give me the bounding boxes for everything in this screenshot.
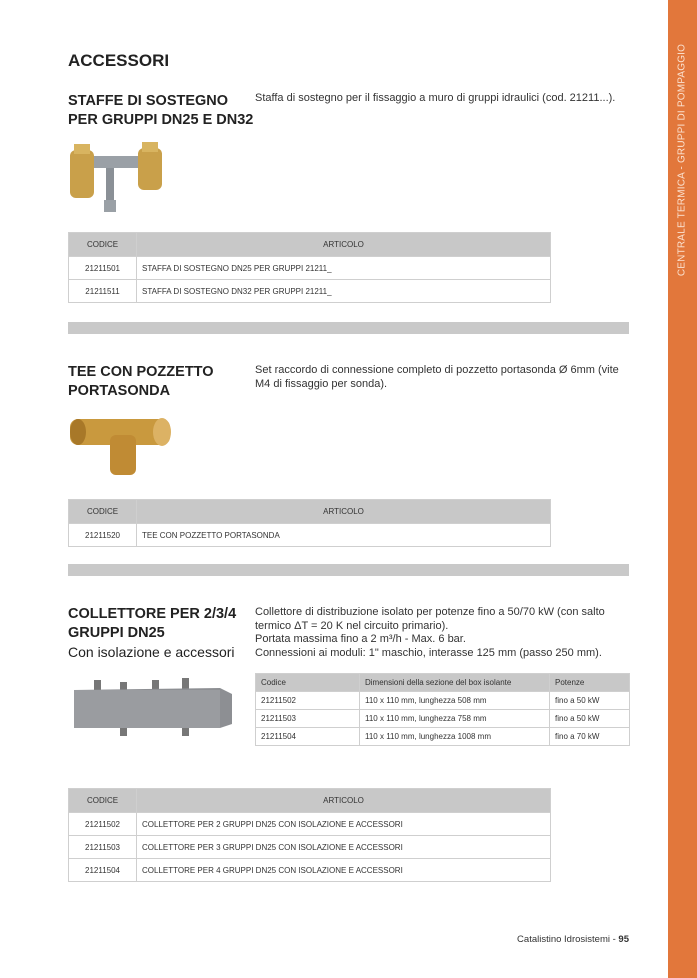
cell-code: 21211504 — [256, 728, 360, 746]
col-header-codice: CODICE — [69, 233, 137, 257]
section-divider — [68, 564, 629, 576]
cell-article: STAFFA DI SOSTEGNO DN32 PER GRUPPI 21211_ — [137, 280, 551, 303]
col-header-codice: CODICE — [69, 500, 137, 524]
footer-catalog-name: Catalistino Idrosistemi - — [517, 934, 619, 945]
page-title: ACCESSORI — [68, 51, 170, 70]
cell-dimensions: 110 x 110 mm, lunghezza 1008 mm — [360, 728, 550, 746]
title-line: STAFFE DI SOSTEGNO — [68, 93, 229, 109]
cell-article: COLLETTORE PER 2 GRUPPI DN25 CON ISOLAZIONE E ACCESSORI — [137, 813, 551, 836]
spec-table-collettore — [255, 673, 630, 746]
col-header-articolo: ARTICOLO — [137, 789, 551, 813]
sidebar-label: CENTRALE TERMICA - GRUPPI DI POMPAGGIO — [676, 43, 688, 277]
col-header-codice: Codice — [256, 674, 360, 692]
title-line: PORTASONDA — [68, 383, 171, 399]
table-row — [69, 836, 551, 859]
title-line: TEE CON POZZETTO — [68, 364, 214, 380]
table-row — [69, 524, 551, 547]
section-title-tee — [68, 363, 214, 401]
col-header-dimensioni: Dimensioni della sezione del box isolante — [360, 674, 550, 692]
col-header-codice: CODICE — [69, 789, 137, 813]
cell-power: fino a 50 kW — [550, 710, 630, 728]
cell-code: 21211503 — [256, 710, 360, 728]
table-row — [69, 813, 551, 836]
cell-power: fino a 50 kW — [550, 692, 630, 710]
manifold-product-image — [70, 678, 240, 740]
bracket-product-image — [68, 140, 178, 215]
cell-code: 21211520 — [69, 524, 137, 547]
description-line: Portata massima fino a 2 m³/h - Max. 6 bar. — [255, 633, 466, 645]
cell-code: 21211502 — [256, 692, 360, 710]
table-row — [256, 728, 630, 746]
section-divider — [68, 322, 629, 334]
section-title-staffe — [68, 92, 253, 130]
description-line: Collettore di distribuzione isolato per potenze fino a 50/70 kW (con salto termico ΔT = 20 K nel circuito primario). — [255, 606, 605, 632]
col-header-articolo: ARTICOLO — [137, 500, 551, 524]
page-footer — [517, 934, 629, 945]
cell-code: 21211503 — [69, 836, 137, 859]
cell-code: 21211501 — [69, 257, 137, 280]
section-title-collettore — [68, 605, 236, 662]
section-subtitle: Con isolazione e accessori — [68, 644, 235, 660]
section-description: Staffa di sostegno per il fissaggio a muro di gruppi idraulici (cod. 21211...). — [255, 92, 616, 104]
title-line: PER GRUPPI DN25 E DN32 — [68, 112, 254, 128]
cell-power: fino a 70 kW — [550, 728, 630, 746]
section-description — [255, 606, 630, 660]
table-row — [69, 257, 551, 280]
cell-code: 21211504 — [69, 859, 137, 882]
cell-dimensions: 110 x 110 mm, lunghezza 758 mm — [360, 710, 550, 728]
col-header-articolo: ARTICOLO — [137, 233, 551, 257]
description-line: Connessioni ai moduli: 1" maschio, interasse 125 mm (passo 250 mm). — [255, 646, 602, 659]
cell-article: COLLETTORE PER 4 GRUPPI DN25 CON ISOLAZIONE E ACCESSORI — [137, 859, 551, 882]
table-row — [256, 692, 630, 710]
table-row — [69, 280, 551, 303]
table-row — [256, 710, 630, 728]
cell-article: TEE CON POZZETTO PORTASONDA — [137, 524, 551, 547]
articles-table-tee — [68, 499, 551, 547]
section-sidebar — [668, 0, 697, 978]
cell-code: 21211502 — [69, 813, 137, 836]
articles-table-staffe — [68, 232, 551, 303]
cell-dimensions: 110 x 110 mm, lunghezza 508 mm — [360, 692, 550, 710]
title-line: COLLETTORE PER 2/3/4 — [68, 606, 237, 622]
page-number: 95 — [618, 934, 629, 945]
cell-article: STAFFA DI SOSTEGNO DN25 PER GRUPPI 21211_ — [137, 257, 551, 280]
section-description: Set raccordo di connessione completo di pozzetto portasonda Ø 6mm (vite M4 di fissaggio per sonda). — [255, 364, 619, 390]
table-row — [69, 859, 551, 882]
title-line: GRUPPI DN25 — [68, 625, 165, 641]
col-header-potenze: Potenze — [550, 674, 630, 692]
articles-table-collettore — [68, 788, 551, 882]
tee-product-image — [66, 405, 176, 480]
cell-code: 21211511 — [69, 280, 137, 303]
cell-article: COLLETTORE PER 3 GRUPPI DN25 CON ISOLAZIONE E ACCESSORI — [137, 836, 551, 859]
